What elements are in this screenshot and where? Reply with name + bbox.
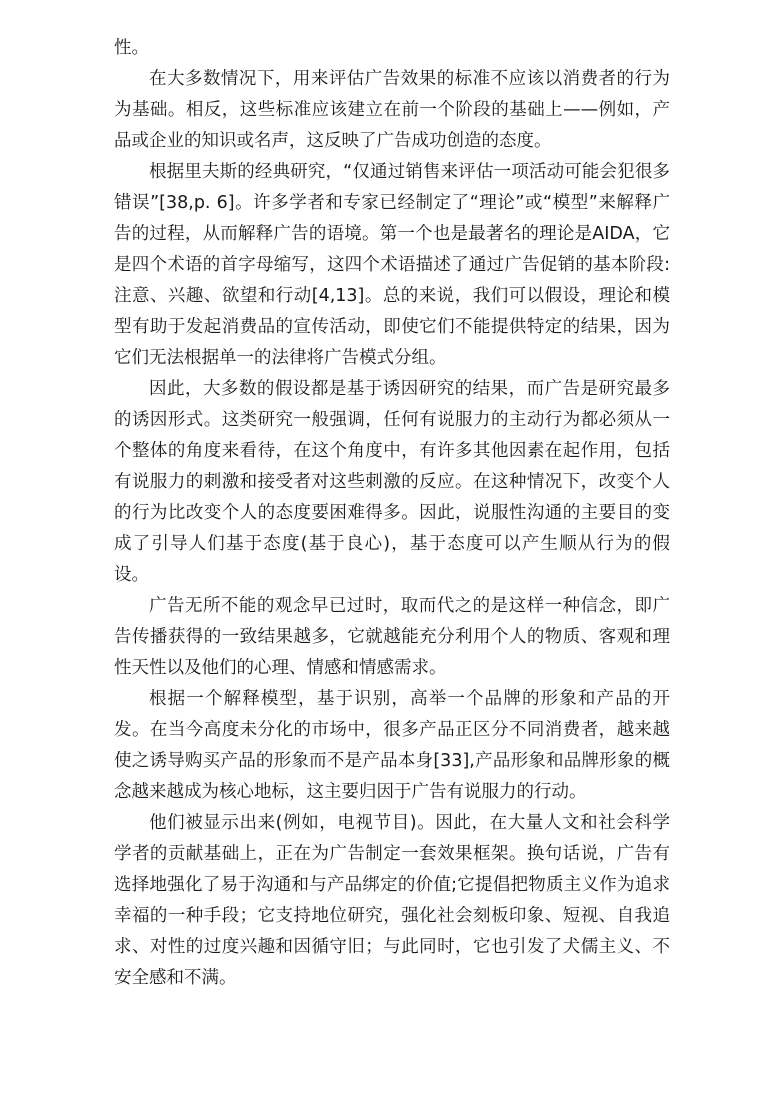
paragraph-5: 广告无所不能的观念早已过时，取而代之的是这样一种信念，即广告传播获得的一致结果越多，它就越能充分利用个人的物质、客观和理性天性以及他们的心理、情感和情感需求。 <box>114 596 670 678</box>
paragraph-7: 他们被显示出来(例如，电视节目)。因此，在大量人文和社会科学学者的贡献基础上，正在为广告制定一套效果框架。换句话说，广告有选择地强化了易于沟通和与产品绑定的价值;它提倡把物质主义作为追求幸福的一种手段；它支持地位研究，强化社会刻板印象、短视、自我追求、对性的过度兴趣和因循守旧；与此同时，它也引发了犬儒主义、不安全感和不满。 <box>114 813 670 988</box>
paragraph-1: 性。 <box>114 38 149 58</box>
document-body <box>114 33 670 994</box>
paragraph-6: 根据一个解释模型，基于识别，高举一个品牌的形象和产品的开发。在当今高度未分化的市场中，很多产品正区分不同消费者，越来越使之诱导购买产品的形象而不是产品本身[33],产品形象和品牌形象的概念越来越成为核心地标，这主要归因于广告有说服力的行动。 <box>114 689 670 802</box>
paragraph-3: 根据里夫斯的经典研究，“仅通过销售来评估一项活动可能会犯很多错误”[38,p. 6]。许多学者和专家已经制定了“理论”或“模型”来解释广告的过程，从而解释广告的语境。第一个也是最著名的理论是AIDA，它是四个术语的首字母缩写，这四个术语描述了通过广告促销的基本阶段:注意、兴趣、欲望和行动[4,13]。总的来说，我们可以假设，理论和模型有助于发起消费品的宣传活动，即使它们不能提供特定的结果，因为它们无法根据单一的法律将广告模式分组。 <box>114 162 670 368</box>
paragraph-2: 在大多数情况下，用来评估广告效果的标准不应该以消费者的行为为基础。相反，这些标准应该建立在前一个阶段的基础上——例如，产品或企业的知识或名声，这反映了广告成功创造的态度。 <box>114 69 670 151</box>
paragraph-4: 因此，大多数的假设都是基于诱因研究的结果，而广告是研究最多的诱因形式。这类研究一般强调，任何有说服力的主动行为都必须从一个整体的角度来看待，在这个角度中，有许多其他因素在起作用，包括有说服力的刺激和接受者对这些刺激的反应。在这种情况下，改变个人的行为比改变个人的态度要困难得多。因此，说服性沟通的主要目的变成了引导人们基于态度(基于良心)，基于态度可以产生顺从行为的假设。 <box>114 379 670 585</box>
